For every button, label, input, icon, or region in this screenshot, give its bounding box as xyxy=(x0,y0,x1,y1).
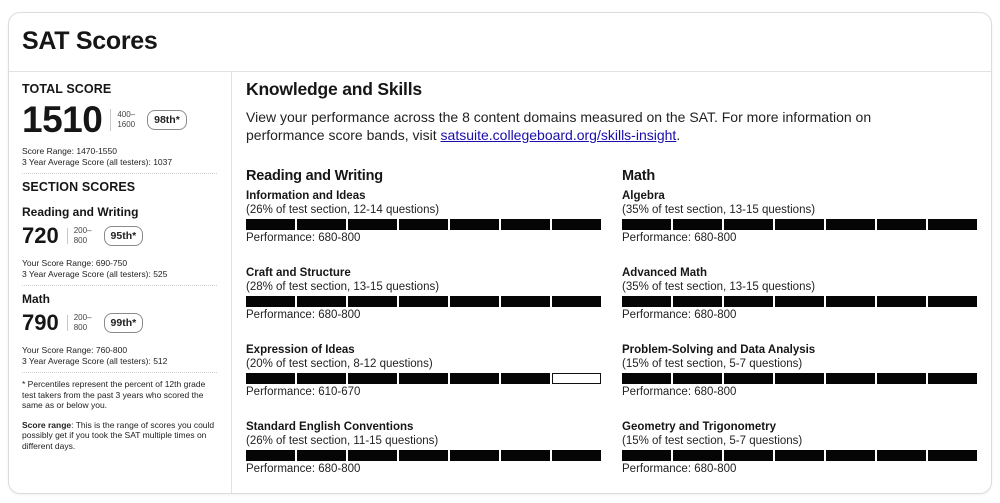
total-score-range: Score Range: 1470-1550 xyxy=(22,146,117,156)
reading-writing-domains xyxy=(246,168,601,492)
performance-bar xyxy=(622,373,977,384)
card-header xyxy=(9,13,991,72)
domain-weight: (28% of test section, 13-15 questions) xyxy=(246,281,440,293)
bar-segment-filled xyxy=(450,296,499,307)
bar-segment-filled xyxy=(877,450,926,461)
bar-segment-filled xyxy=(928,219,977,230)
section-score-row xyxy=(22,310,217,336)
domain-weight: (26% of test section, 12-14 questions) xyxy=(246,204,440,216)
performance-range: Performance: 680-800 xyxy=(246,232,361,244)
bar-segment-filled xyxy=(775,450,824,461)
domain-weight: (15% of test section, 5-7 questions) xyxy=(622,358,803,370)
section-average-score: 3 Year Average Score (all testers): 512 xyxy=(22,356,168,366)
performance-range: Performance: 680-800 xyxy=(622,463,737,475)
bar-segment-filled xyxy=(826,296,875,307)
performance-bar xyxy=(246,219,601,230)
bar-segment-filled xyxy=(826,373,875,384)
description-end: . xyxy=(676,127,681,143)
total-average-score: 3 Year Average Score (all testers): 1037 xyxy=(22,157,173,167)
section-name: Reading and Writing xyxy=(22,205,139,219)
domain-name: Expression of Ideas xyxy=(246,344,355,356)
performance-range: Performance: 680-800 xyxy=(622,386,737,398)
section-score-value: 720 xyxy=(22,223,59,248)
bar-segment-filled xyxy=(348,373,397,384)
domain-item xyxy=(622,267,977,338)
domain-weight: (35% of test section, 13-15 questions) xyxy=(622,281,816,293)
skills-insight-link[interactable]: satsuite.collegeboard.org/skills-insight xyxy=(440,127,677,143)
bar-segment-filled xyxy=(552,296,601,307)
scale-max: 800 xyxy=(73,323,88,332)
score-range-definition: : This is the range of scores you could possibly get if you took the SAT multiple times on different days. xyxy=(22,419,215,451)
domain-item xyxy=(246,267,601,338)
bar-segment-filled xyxy=(724,219,773,230)
bar-segment-filled xyxy=(399,450,448,461)
bar-segment-filled xyxy=(297,296,346,307)
bar-segment-filled xyxy=(399,296,448,307)
section-scores-label: SECTION SCORES xyxy=(22,180,136,194)
domain-item xyxy=(246,344,601,415)
bar-segment-filled xyxy=(246,450,295,461)
section-score-scale xyxy=(74,226,92,246)
bar-segment-filled xyxy=(450,373,499,384)
bar-segment-filled xyxy=(348,296,397,307)
bar-segment-filled xyxy=(450,450,499,461)
bar-segment-filled xyxy=(297,219,346,230)
scale-max: 1600 xyxy=(117,120,136,129)
section-reading-writing xyxy=(22,205,217,280)
sat-scores-card xyxy=(8,12,992,494)
bar-segment-filled xyxy=(348,219,397,230)
section-name: Math xyxy=(22,292,50,306)
domain-name: Geometry and Trigonometry xyxy=(622,421,777,433)
bar-segment-filled xyxy=(450,219,499,230)
bar-segment-filled xyxy=(246,373,295,384)
domain-name: Craft and Structure xyxy=(246,267,351,279)
domain-weight: (15% of test section, 5-7 questions) xyxy=(622,435,803,447)
bar-segment-filled xyxy=(673,296,722,307)
bar-segment-filled xyxy=(877,373,926,384)
column-title: Math xyxy=(622,168,656,184)
divider xyxy=(22,173,217,174)
bar-segment-filled xyxy=(826,219,875,230)
scale-min: 200– xyxy=(73,313,92,322)
score-range-footnote xyxy=(22,420,217,452)
performance-bar xyxy=(246,450,601,461)
bar-segment-filled xyxy=(775,373,824,384)
bar-segment-filled xyxy=(297,450,346,461)
section-average-score: 3 Year Average Score (all testers): 525 xyxy=(22,269,168,279)
score-divider xyxy=(67,228,68,244)
percentile-badge: 99th* xyxy=(104,313,144,333)
bar-segment-filled xyxy=(501,373,550,384)
bar-segment-filled xyxy=(877,296,926,307)
knowledge-skills-title: Knowledge and Skills xyxy=(246,79,422,99)
domain-weight: (20% of test section, 8-12 questions) xyxy=(246,358,433,370)
performance-range: Performance: 610-670 xyxy=(246,386,361,398)
performance-bar xyxy=(246,373,601,384)
math-domains xyxy=(622,168,977,492)
bar-segment-filled xyxy=(724,450,773,461)
bar-segment-filled xyxy=(399,373,448,384)
section-score-scale xyxy=(74,313,92,333)
bar-segment-filled xyxy=(501,219,550,230)
bar-segment-filled xyxy=(673,219,722,230)
divider xyxy=(22,372,217,373)
score-divider xyxy=(67,315,68,331)
performance-bar xyxy=(622,296,977,307)
bar-segment-empty xyxy=(552,373,601,384)
score-range-term: Score range xyxy=(22,419,72,430)
section-score-value: 790 xyxy=(22,310,59,335)
bar-segment-filled xyxy=(622,450,671,461)
score-summary-panel xyxy=(9,72,232,493)
section-math xyxy=(22,292,217,367)
domain-name: Algebra xyxy=(622,190,665,202)
domain-item xyxy=(622,344,977,415)
bar-segment-filled xyxy=(552,219,601,230)
performance-bar xyxy=(246,296,601,307)
scale-min: 400– xyxy=(117,110,136,119)
bar-segment-filled xyxy=(673,373,722,384)
section-score-range: Your Score Range: 760-800 xyxy=(22,345,128,355)
description-text: View your performance across the 8 content domains measured on the SAT. For more information on performance score bands, visit xyxy=(246,109,872,143)
domain-name: Standard English Conventions xyxy=(246,421,414,433)
knowledge-skills-description xyxy=(246,108,926,144)
bar-segment-filled xyxy=(775,219,824,230)
performance-bar xyxy=(622,219,977,230)
divider xyxy=(22,285,217,286)
performance-range: Performance: 680-800 xyxy=(246,309,361,321)
bar-segment-filled xyxy=(622,296,671,307)
domain-item xyxy=(246,421,601,492)
total-score-value: 1510 xyxy=(22,99,103,140)
percentile-badge: 95th* xyxy=(104,226,144,246)
domain-item xyxy=(622,190,977,261)
total-score-scale xyxy=(117,110,135,130)
bar-segment-filled xyxy=(246,219,295,230)
bar-segment-filled xyxy=(928,450,977,461)
bar-segment-filled xyxy=(297,373,346,384)
bar-segment-filled xyxy=(552,450,601,461)
performance-range: Performance: 680-800 xyxy=(246,463,361,475)
bar-segment-filled xyxy=(399,219,448,230)
knowledge-skills-panel xyxy=(233,72,991,493)
section-score-range: Your Score Range: 690-750 xyxy=(22,258,128,268)
bar-segment-filled xyxy=(348,450,397,461)
total-score-row xyxy=(22,100,217,140)
scale-max: 800 xyxy=(73,236,88,245)
domain-weight: (26% of test section, 11-15 questions) xyxy=(246,435,439,447)
bar-segment-filled xyxy=(724,296,773,307)
page-title: SAT Scores xyxy=(22,27,158,55)
section-score-row xyxy=(22,223,217,249)
performance-range: Performance: 680-800 xyxy=(622,232,737,244)
bar-segment-filled xyxy=(877,219,926,230)
bar-segment-filled xyxy=(928,296,977,307)
bar-segment-filled xyxy=(501,296,550,307)
scale-min: 200– xyxy=(73,226,92,235)
column-title: Reading and Writing xyxy=(246,168,383,184)
bar-segment-filled xyxy=(246,296,295,307)
bar-segment-filled xyxy=(928,373,977,384)
domain-item xyxy=(622,421,977,492)
bar-segment-filled xyxy=(501,450,550,461)
domain-name: Information and Ideas xyxy=(246,190,366,202)
score-divider xyxy=(110,109,111,131)
percentile-badge: 98th* xyxy=(147,110,187,130)
bar-segment-filled xyxy=(673,450,722,461)
bar-segment-filled xyxy=(622,373,671,384)
domain-name: Advanced Math xyxy=(622,267,707,279)
percentile-footnote: * Percentiles represent the percent of 12th grade test takers from the past 3 years who scored the same as or below you. xyxy=(22,379,206,410)
domain-item xyxy=(246,190,601,261)
bar-segment-filled xyxy=(622,219,671,230)
bar-segment-filled xyxy=(775,296,824,307)
domain-name: Problem-Solving and Data Analysis xyxy=(622,344,816,356)
performance-range: Performance: 680-800 xyxy=(622,309,737,321)
total-score-label: TOTAL SCORE xyxy=(22,82,112,96)
performance-bar xyxy=(622,450,977,461)
card-body xyxy=(9,72,991,493)
bar-segment-filled xyxy=(826,450,875,461)
bar-segment-filled xyxy=(724,373,773,384)
domain-weight: (35% of test section, 13-15 questions) xyxy=(622,204,816,216)
